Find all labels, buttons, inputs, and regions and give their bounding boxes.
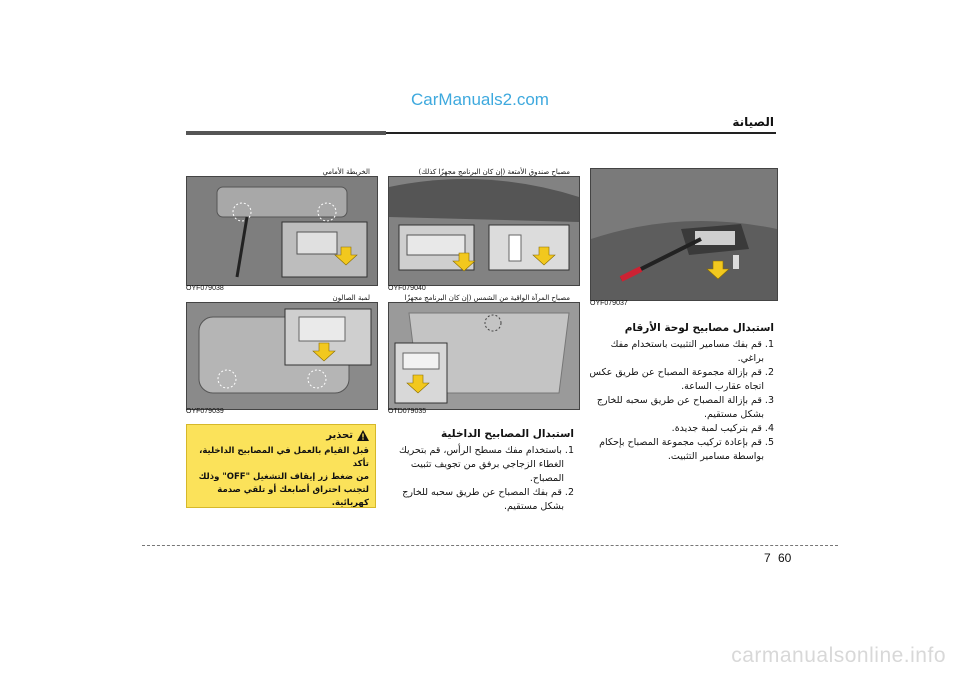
warning-triangle-icon: [357, 430, 369, 441]
photo-code-p5: OYF079039: [186, 408, 224, 415]
interior-lamp-heading: استبدال المصابيح الداخلية: [441, 428, 574, 440]
caption-vanity-lamp: مصباح المرآة الواقية من الشمس (إن كان البرنامج مجهزًا: [404, 294, 570, 302]
step-line: 3. قم بإزالة المصباح عن طريق سحبه للخارج: [596, 395, 774, 406]
step-line: المصباح.: [529, 473, 564, 484]
vanity-lamp-illustration: [389, 303, 579, 409]
step-line: 1. باستخدام مفك مسطح الرأس، قم بتحريك: [398, 445, 574, 456]
room-lamp-illustration: [187, 303, 377, 409]
watermark-bottom: carmanualsonline.info: [731, 644, 946, 667]
photo-code-p4: OYF079038: [186, 285, 224, 292]
section-title: الصيانة: [732, 115, 774, 129]
caution-line: قبل القيام بالعمل في المصابيح الداخلية، تأكد: [199, 446, 369, 469]
trunk-lamp-illustration: [389, 177, 579, 285]
page-number: 60: [778, 551, 792, 565]
chapter-number: 7: [764, 551, 771, 565]
step-line: 2. قم بفك المصباح عن طريق سحبه للخارج: [402, 487, 574, 498]
caution-title: تحذير: [326, 430, 353, 441]
photo-license-plate-lamp: [590, 168, 778, 301]
caption-trunk-lamp: مصباح صندوق الأمتعة (إن كان البرنامج مجهزًا كذلك): [418, 168, 570, 176]
footer-rule: [142, 545, 838, 546]
step-line: 4. قم بتركيب لمبة جديدة.: [671, 423, 774, 434]
top-rule-accent: [186, 131, 386, 135]
step-line: بشكل مستقيم.: [503, 501, 564, 512]
step-line: 2. قم بإزالة مجموعة المصباح عن طريق عكس: [589, 367, 774, 378]
step-line: بواسطة مسامير التثبيت.: [667, 451, 764, 462]
photo-code-p2: OYF079040: [388, 285, 426, 292]
caution-box: [186, 424, 376, 508]
photo-vanity-lamp: [388, 302, 580, 410]
watermark-top: CarManuals2.com: [411, 90, 549, 109]
license-lamp-heading: استبدال مصابيح لوحة الأرقام: [624, 322, 774, 334]
license-lamp-steps: [584, 338, 774, 464]
step-line: 5. قم بإعادة تركيب مجموعة المصباح بإحكام: [599, 437, 774, 448]
step-line: الغطاء الزجاجي برفق من تجويف تثبيت: [410, 459, 564, 470]
caution-line: من ضغط زر إيقاف التشغيل "OFF" وذلك: [198, 472, 369, 482]
map-lamp-illustration: [187, 177, 377, 285]
caution-header: [193, 430, 369, 441]
caution-line: كهربائية.: [331, 498, 369, 508]
step-line: بشكل مستقيم.: [703, 409, 764, 420]
step-line: 1. قم بفك مسامير التثبيت باستخدام مفك: [610, 339, 774, 350]
photo-room-lamp: [186, 302, 378, 410]
interior-lamp-steps: [386, 444, 574, 514]
caption-map-lamp: الخريطة الأمامي: [322, 168, 370, 176]
step-line: اتجاه عقارب الساعة.: [681, 381, 764, 392]
photo-code-p3: OTD079035: [388, 408, 427, 415]
caution-line: لتجنب احتراق أصابعك أو تلقي صدمة: [217, 485, 369, 495]
step-line: براغي.: [737, 353, 764, 364]
license-plate-lamp-illustration: [591, 169, 777, 300]
photo-map-lamp: [186, 176, 378, 286]
photo-trunk-lamp: [388, 176, 580, 286]
caution-body: [193, 445, 369, 510]
photo-code-p1: OYF079037: [590, 300, 628, 307]
caption-room-lamp: لمبة الصالون: [332, 294, 370, 302]
